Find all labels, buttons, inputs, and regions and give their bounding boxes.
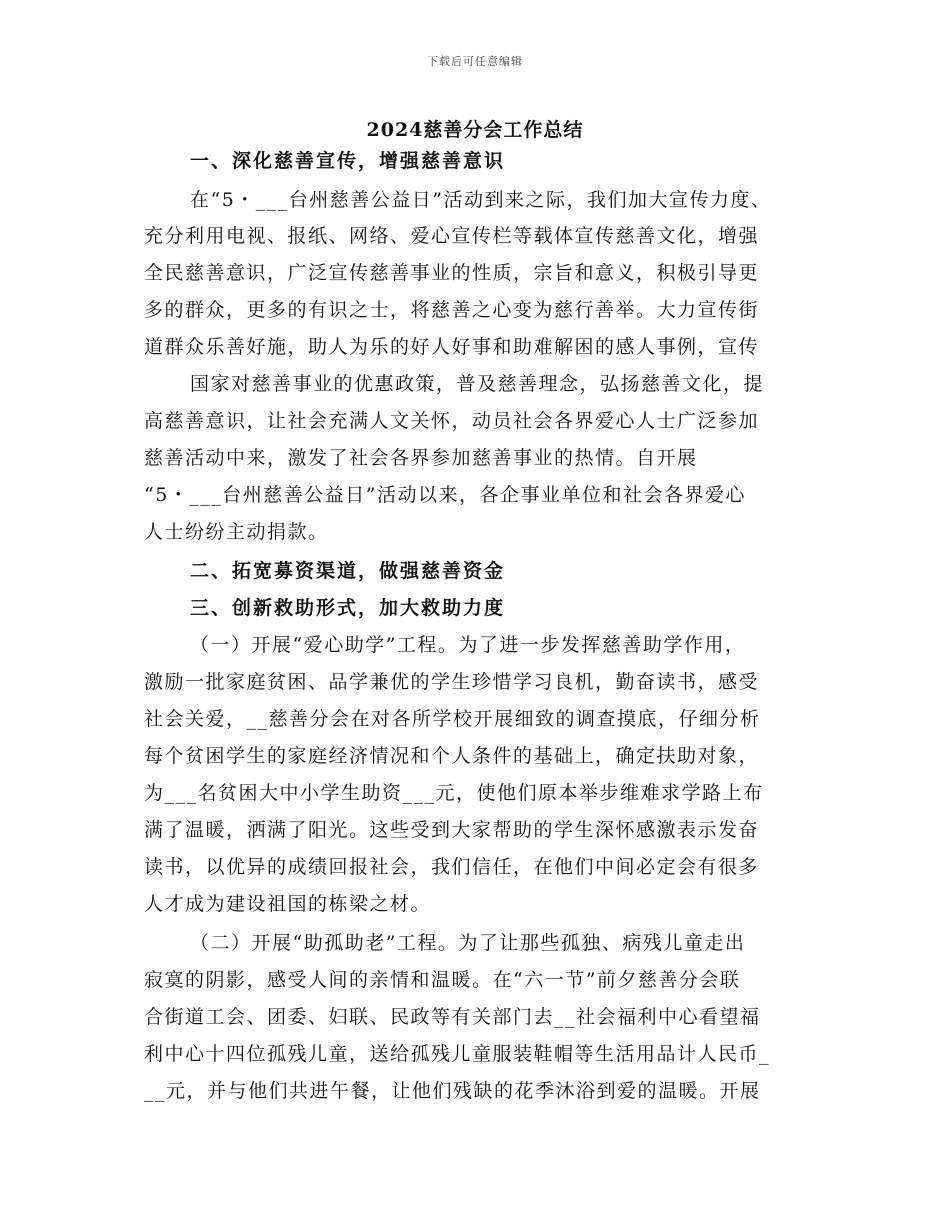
paragraph-line: 道群众乐善好施，助人为乐的好人好事和助难解困的感人事例，宣传	[144, 336, 760, 358]
section-heading-3: 三、创新救助形式，加大救助力度	[190, 597, 506, 619]
paragraph-line: 为___名贫困大中小学生助资___元，使他们原本举步维难求学路上布	[144, 782, 764, 804]
paragraph-line: 慈善活动中来，激发了社会各界参加慈善事业的热情。自开展	[144, 447, 698, 469]
paragraph-line: （一）开展“爱心助学”工程。为了进一步发挥慈善助学作用，	[190, 634, 746, 656]
page-header: 下载后可任意编辑	[427, 55, 523, 68]
section-heading-1: 一、深化慈善宣传，增强慈善意识	[190, 150, 506, 172]
section-heading-2: 二、拓宽募资渠道，做强慈善资金	[190, 560, 506, 582]
paragraph-line: 全民慈善意识，广泛宣传慈善事业的性质，宗旨和意义，积极引导更	[144, 262, 760, 284]
paragraph-line: 在“5・___台州慈善公益日”活动到来之际，我们加大宣传力度、	[190, 189, 772, 211]
paragraph-line: 满了温暖，洒满了阳光。这些受到大家帮助的学生深怀感激表示发奋	[144, 819, 760, 841]
paragraph-line: “5・___台州慈善公益日”活动以来，各企事业单位和社会各界爱心	[144, 484, 747, 506]
paragraph-line: 国家对慈善事业的优惠政策，普及慈善理念，弘扬慈善文化，提	[190, 373, 765, 395]
paragraph-line: 人才成为建设祖国的栋梁之材。	[144, 893, 432, 915]
document-title: 2024慈善分会工作总结	[366, 119, 584, 141]
paragraph-line: （二）开展“助孤助老”工程。为了让那些孤独、病残儿童走出	[190, 932, 746, 954]
paragraph-line: 利中心十四位孤残儿童，送给孤残儿童服装鞋帽等生活用品计人民币_	[144, 1043, 771, 1065]
paragraph-line: 激励一批家庭贫困、品学兼优的学生珍惜学习良机，勤奋读书，感受	[144, 671, 760, 693]
paragraph-line: 每个贫困学生的家庭经济情况和个人条件的基础上，确定扶助对象，	[144, 745, 760, 767]
paragraph-line: 多的群众，更多的有识之士，将慈善之心变为慈行善举。大力宣传街	[144, 299, 760, 321]
paragraph-line: 合街道工会、团委、妇联、民政等有关部门去__社会福利中心看望福	[144, 1006, 761, 1028]
paragraph-line: __元，并与他们共进午餐，让他们残缺的花季沐浴到爱的温暖。开展	[144, 1080, 761, 1102]
paragraph-line: 寂寞的阴影，感受人间的亲情和温暖。在“六一节”前夕慈善分会联	[144, 969, 741, 991]
paragraph-line: 社会关爱，__慈善分会在对各所学校开展细致的调查摸底，仔细分析	[144, 708, 761, 730]
paragraph-line: 读书，以优异的成绩回报社会，我们信任，在他们中间必定会有很多	[144, 856, 760, 878]
paragraph-line: 充分利用电视、报纸、网络、爱心宣传栏等载体宣传慈善文化，增强	[144, 225, 760, 247]
paragraph-line: 高慈善意识，让社会充满人文关怀，动员社会各界爱心人士广泛参加	[144, 410, 760, 432]
paragraph-line: 人士纷纷主动捐款。	[144, 521, 329, 543]
